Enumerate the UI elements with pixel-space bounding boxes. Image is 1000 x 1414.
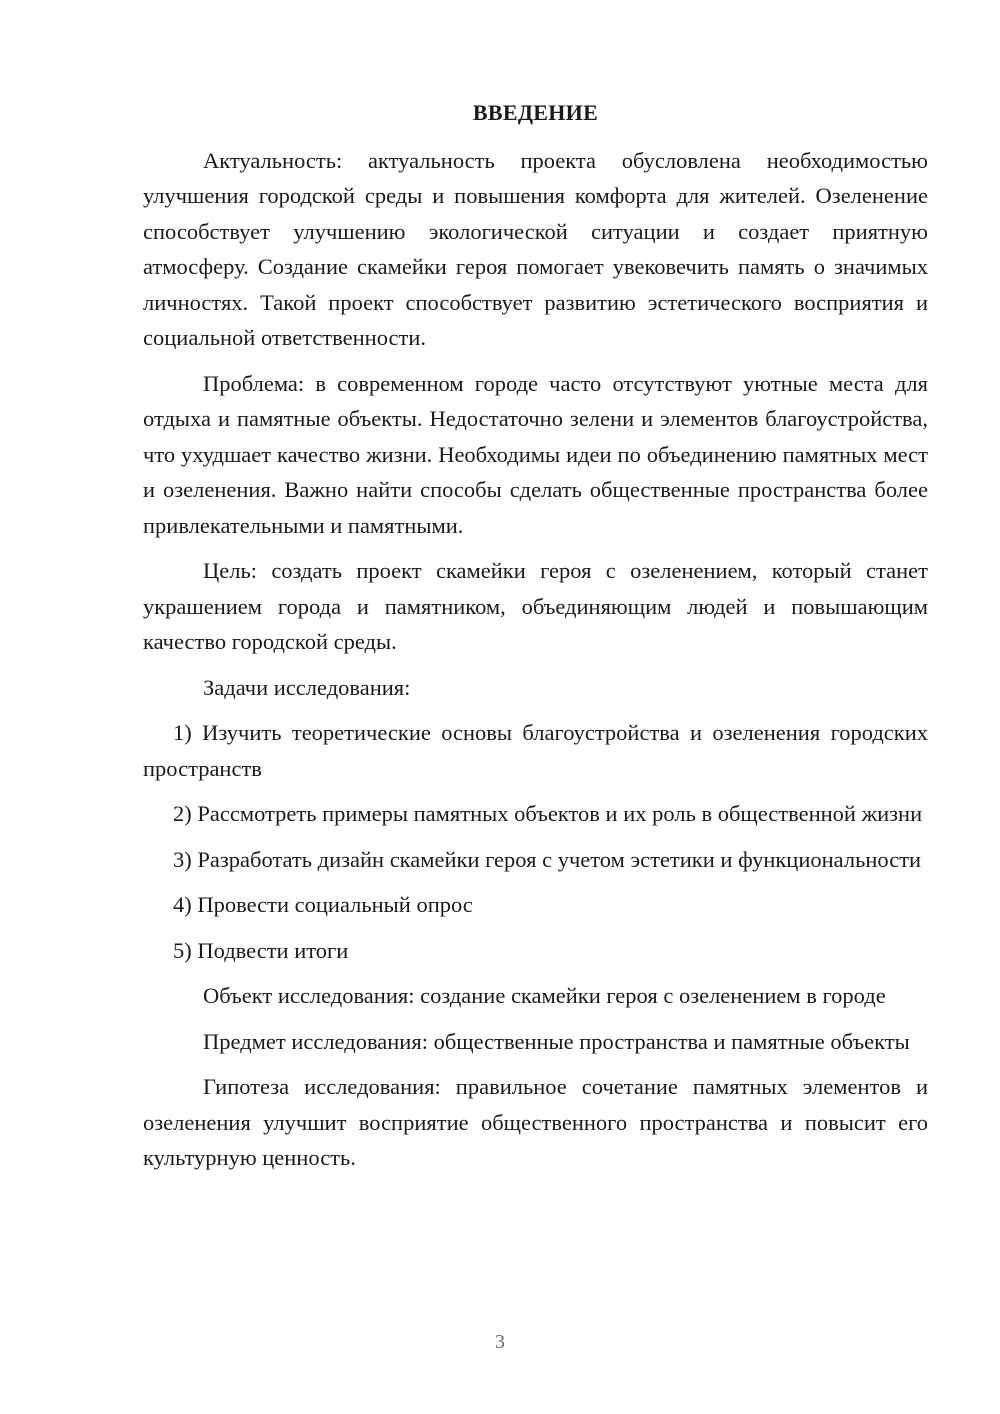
paragraph-object: Объект исследования: создание скамейки героя с озеленением в городе xyxy=(203,983,886,1008)
paragraph-relevance: Актуальность: актуальность проекта обусловлена необходимостью улучшения городской среды и повышения комфорта для жителей. Озеленение способствует улучшению экологической ситуации и создает приятную атмосферу. Создание скамейки героя помогает увековечить память о значимых личностях. Такой проект способствует развитию эстетического восприятия и социальной ответственности. xyxy=(143,147,928,350)
page-title: ВВЕДЕНИЕ xyxy=(472,100,599,125)
paragraph-problem: Проблема: в современном городе часто отсутствуют уютные места для отдыха и памятные объекты. Недостаточно зелени и элементов благоустройства, что ухудшает качество жизни. Необходимы идеи по объединению памятных мест и озеленения. Важно найти способы сделать общественные пространства более привлекательными и памятными. xyxy=(143,370,928,538)
page-content xyxy=(143,95,928,1186)
paragraph-goal: Цель: создать проект скамейки героя с озеленением, который станет украшением города и памятником, объединяющим людей и повышающим качество городской среды. xyxy=(143,558,928,654)
task-item: 5) Подвести итоги xyxy=(173,937,349,963)
paragraph-subject: Предмет исследования: общественные пространства и памятные объекты xyxy=(203,1028,910,1054)
task-item: 1) Изучить теоретические основы благоустройства и озеленения городских пространств xyxy=(143,720,928,781)
task-item: 3) Разработать дизайн скамейки героя с учетом эстетики и функциональности xyxy=(173,846,922,872)
task-item: 4) Провести социальный опрос xyxy=(173,892,473,917)
tasks-heading: Задачи исследования: xyxy=(203,674,411,700)
page-number: 3 xyxy=(495,1331,505,1353)
task-item: 2) Рассмотреть примеры памятных объектов и их роль в общественной жизни xyxy=(173,801,923,826)
paragraph-hypothesis: Гипотеза исследования: правильное сочетание памятных элементов и озеленения улучшит восприятие общественного пространства и повысит его культурную ценность. xyxy=(143,1074,928,1170)
